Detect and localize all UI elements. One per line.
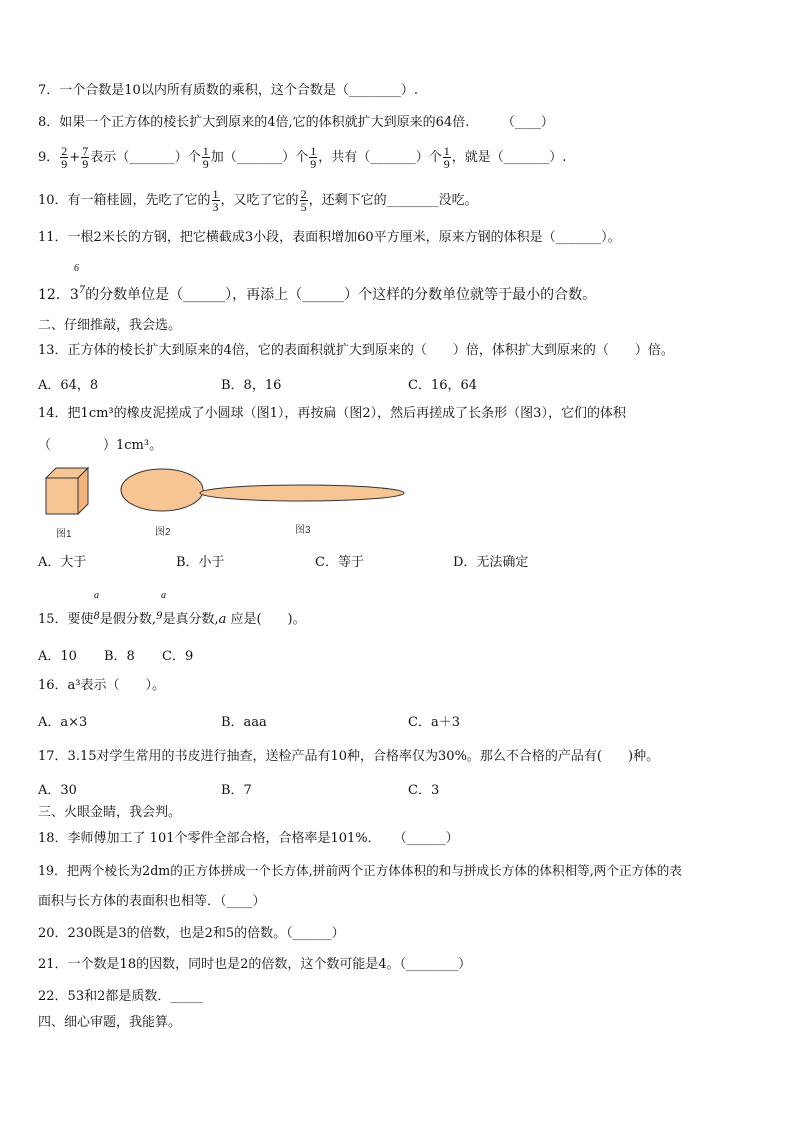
q14-option-a[interactable]: A．大于 (38, 555, 87, 570)
fraction: $\frac{1}{9}$ (443, 144, 450, 171)
question-7: 7．一个合数是10以内所有质数的乘积，这个合数是（________）. (38, 83, 418, 98)
question-21: 21．一个数是18的因数，同时也是2的倍数，这个数可能是4。（________） (38, 957, 472, 972)
question-20: 20．230既是3的倍数，也是2和5的倍数。（______） (38, 926, 345, 941)
q10-text-2: ，又吃了它的 (220, 193, 299, 208)
q15-text-4: 应是( )。 (226, 612, 306, 627)
q14-option-c[interactable]: C．等于 (315, 555, 364, 570)
section-2-heading: 二、仔细推敲，我会选。 (38, 318, 182, 333)
q16-option-c[interactable]: C．a＋3 (408, 715, 460, 730)
figure-3-label: 图3 (295, 525, 311, 536)
q15-text-3: 是真分数, (162, 612, 219, 627)
figure-1-label: 图1 (56, 529, 72, 540)
q15-numerator-1: a (94, 590, 99, 601)
q13-option-b[interactable]: B．8，16 (221, 378, 282, 393)
q10-text-1: 10．有一箱桂圆，先吃了它的 (38, 193, 211, 208)
question-14-line-2: （ ）1cm³。 (38, 438, 163, 453)
cube-figure (46, 468, 88, 514)
fraction: $\frac{2}{9}$ (61, 144, 68, 171)
q15-option-b[interactable]: B．8 (104, 649, 135, 664)
q15-variable-a: a (218, 612, 227, 627)
q15-text-2: 是假分数, (99, 612, 157, 627)
q9-text-2: 加（_______）个 (210, 150, 309, 165)
figure-2-label: 图2 (155, 527, 171, 538)
long-strip-figure (200, 485, 404, 501)
question-15 (38, 611, 306, 630)
q10-text-3: ，还剩下它的________没吃。 (308, 193, 478, 208)
question-8: 8．如果一个正方体的棱长扩大到原来的4倍,它的体积就扩大到原来的64倍. （____） (38, 115, 554, 130)
flattened-ball-figure (121, 469, 203, 511)
question-16: 16．a³表示（ ）。 (38, 678, 166, 693)
q9-number: 9． (38, 150, 60, 165)
question-17: 17．3.15对学生常用的书皮进行抽查，送检产品有10种，合格率仅为30%。那么不合格的产品有( )种。 (38, 749, 660, 764)
question-11: 11．一根2米长的方钢，把它横截成3小段，表面积增加60平方厘米，原来方钢的体积是（_______）。 (38, 230, 621, 245)
q15-denominator-2: 9 (156, 611, 163, 622)
fraction: $\frac{2}{5}$ (300, 187, 307, 214)
q13-option-a[interactable]: A．64，8 (38, 378, 99, 393)
q17-option-c[interactable]: C．3 (408, 783, 440, 798)
q9-text-1: 表示（_______）个 (90, 150, 201, 165)
q14-option-b[interactable]: B．小于 (176, 555, 225, 570)
section-4-heading: 四、细心审题，我能算。 (38, 1015, 182, 1030)
plus-sign: + (69, 150, 81, 165)
q17-option-a[interactable]: A．30 (38, 783, 77, 798)
question-14-line-1: 14．把1cm³的橡皮泥搓成了小圆球（图1），再按扁（图2），然后再搓成了长条形（图3），它们的体积 (38, 406, 626, 421)
section-3-heading: 三、火眼金睛，我会判。 (38, 805, 182, 820)
q15-text-1: 15．要使 (38, 612, 94, 627)
question-12 (38, 286, 596, 306)
question-22: 22．53和2都是质数．_____ (38, 989, 203, 1004)
question-18: 18．李师傅加工了 101个零件全部合格，合格率是101%． （______） (38, 831, 459, 846)
q14-figures (38, 462, 418, 522)
q15-option-c[interactable]: C．9 (162, 649, 194, 664)
question-10 (38, 186, 478, 216)
q17-option-b[interactable]: B．7 (221, 783, 252, 798)
q15-option-a[interactable]: A．10 (38, 649, 77, 664)
fraction: $\frac{1}{3}$ (212, 187, 219, 214)
q15-numerator-2: a (161, 590, 166, 601)
q16-option-b[interactable]: B．aaa (221, 715, 267, 730)
fraction: $\frac{1}{9}$ (310, 144, 317, 171)
q9-text-4: ，就是（_______）. (451, 150, 567, 165)
q14-option-d[interactable]: D．无法确定 (453, 555, 529, 570)
q13-option-c[interactable]: C．16，64 (408, 378, 478, 393)
fraction: $\frac{1}{9}$ (202, 144, 209, 171)
q15-denominator-1: 8 (93, 611, 100, 622)
q12-denominator: 7 (78, 285, 86, 296)
q16-option-a[interactable]: A．a×3 (38, 715, 88, 730)
question-19-line-2: 面积与长方体的表面积也相等．（____） (38, 894, 266, 909)
question-13: 13．正方体的棱长扩大到原来的4倍，它的表面积就扩大到原来的（ ）倍，体积扩大到原来的（ ）倍。 (38, 343, 674, 358)
question-19-line-1: 19．把两个棱长为2dm的正方体拼成一个长方体,拼前两个正方体体积的和与拼成长方体的体积相等,两个正方体的表 (38, 863, 682, 878)
q12-text-1: 12．3 (38, 287, 79, 303)
q12-text-2: 的分数单位是（______），再添上（______）个这样的分数单位就等于最小的合数。 (85, 287, 597, 303)
fraction: $\frac{7}{9}$ (82, 144, 89, 171)
question-9 (38, 143, 566, 173)
q12-superscript: 6 (74, 263, 79, 274)
q9-text-3: ，共有（_______）个 (318, 150, 442, 165)
